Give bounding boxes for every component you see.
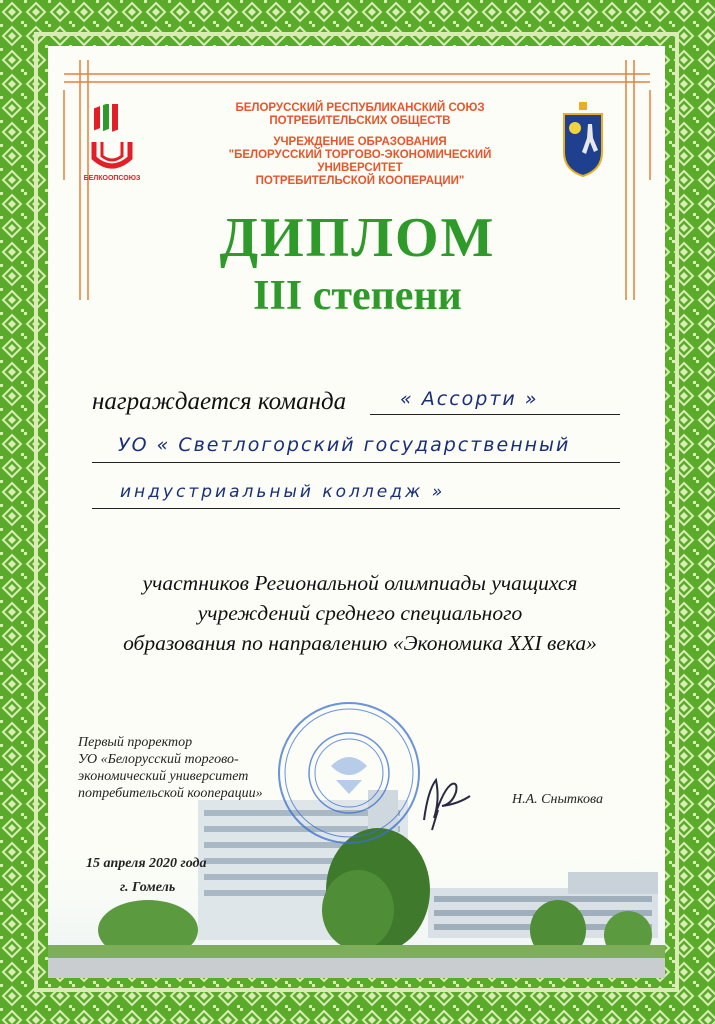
belkoopsoyuz-logo-icon (84, 104, 140, 184)
header-line: "БЕЛОРУССКИЙ ТОРГОВО-ЭКОНОМИЧЕСКИЙ УНИВЕРСИТЕТ (228, 149, 492, 174)
diploma-degree: III степени (253, 273, 462, 319)
issue-date: 15 апреля 2020 года (86, 856, 207, 871)
team-name: « Ассорти » (400, 388, 539, 410)
description-line: учреждений среднего специального (197, 601, 523, 625)
signatory-line: экономический университет (78, 769, 249, 784)
organization-line-1: УО « Светлогорский государственный (118, 434, 571, 456)
signatory-name: Н.А. Сныткова (512, 792, 604, 807)
signatory-line: потребительской кооперации» (78, 786, 263, 801)
description-line: образования по направлению «Экономика XXI века» (123, 631, 597, 655)
org-underline-1 (92, 462, 620, 463)
award-label: награждается команда (92, 388, 347, 415)
signatory-line: УО «Белорусский торгово- (78, 752, 239, 767)
handwritten-signature (418, 770, 478, 832)
header-line: БЕЛОРУССКИЙ РЕСПУБЛИКАНСКИЙ СОЮЗ (235, 102, 485, 114)
header-line: ПОТРЕБИТЕЛЬСКИХ ОБЩЕСТВ (269, 115, 451, 127)
header-line: УЧРЕЖДЕНИЕ ОБРАЗОВАНИЯ (273, 136, 447, 148)
organization-line-2: индустриальный колледж » (120, 482, 446, 502)
coat-of-arms-icon (560, 102, 606, 178)
issuer-header (190, 102, 530, 188)
team-underline (370, 414, 620, 415)
description-line: участников Региональной олимпиады учащихся (142, 571, 578, 595)
org-underline-2 (92, 508, 620, 509)
signatory-line: Первый проректор (78, 735, 193, 750)
official-seal (276, 700, 422, 846)
signatory-title (78, 734, 263, 802)
issue-city: г. Гомель (120, 880, 176, 895)
header-line: ПОТРЕБИТЕЛЬСКОЙ КООПЕРАЦИИ" (255, 175, 465, 187)
award-description (60, 568, 660, 658)
diploma-title: ДИПЛОМ (219, 207, 496, 269)
logo-text: БЕЛКООПСОЮЗ (84, 175, 140, 182)
